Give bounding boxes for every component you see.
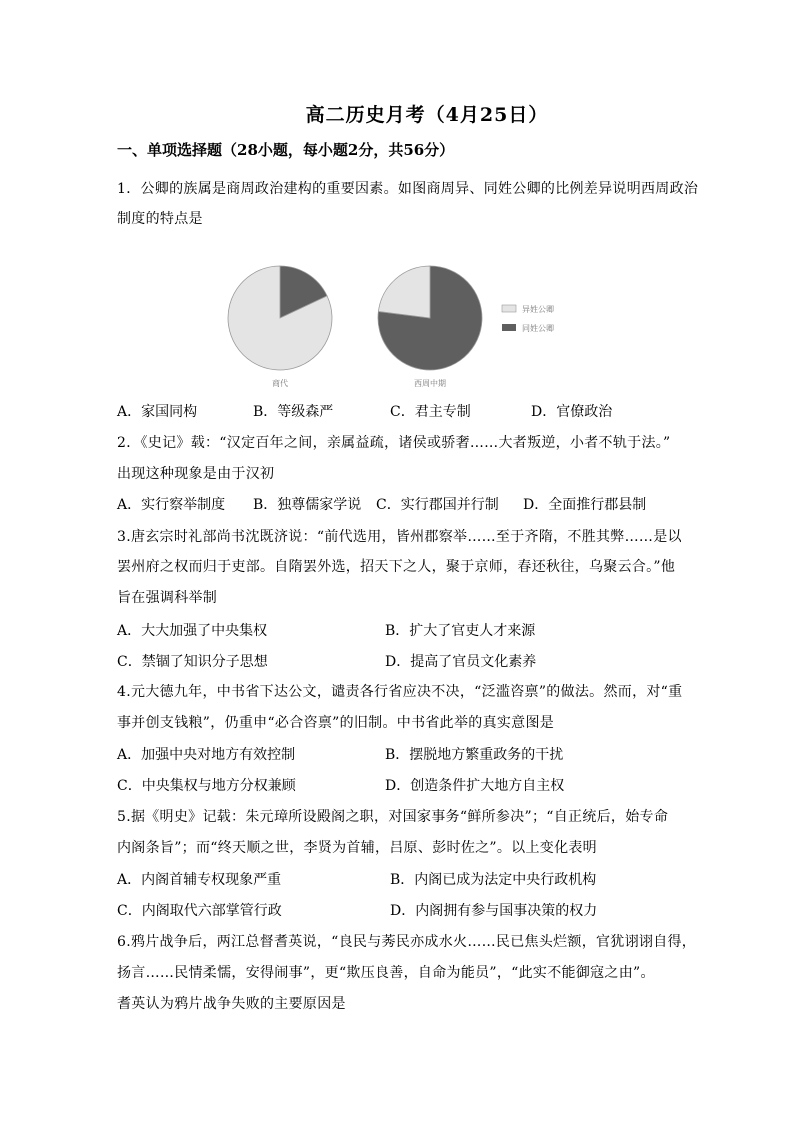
pie-chart-western-zhou bbox=[378, 266, 482, 370]
question-1-option-c[interactable]: C．君主专制 bbox=[390, 404, 471, 420]
question-1-line-2: 制度的特点是 bbox=[117, 211, 203, 227]
question-3-line-3: 旨在强调科举制 bbox=[117, 590, 218, 606]
question-4-line-2: 事并创支钱粮”，仍重申“必合咨禀”的旧制。中书省此举的真实意图是 bbox=[117, 715, 555, 731]
question-6-line-1: 6.鸦片战争后，两江总督耆英说，“良民与莠民亦成水火……民已焦头烂额，官犹诩诩自得， bbox=[117, 934, 697, 950]
question-1-line-1: 1．公卿的族属是商周政治建构的重要因素。如图商周异、同姓公卿的比例差异说明西周政治 bbox=[117, 181, 699, 197]
question-4-option-b[interactable]: B．摆脱地方繁重政务的干扰 bbox=[385, 747, 564, 763]
page-title: 高二历史月考（4月25日） bbox=[305, 104, 549, 126]
pie-chart-shang bbox=[228, 266, 332, 370]
question-2-option-d[interactable]: D．全面推行郡县制 bbox=[523, 497, 647, 513]
question-4-option-c[interactable]: C．中央集权与地方分权兼顾 bbox=[117, 778, 296, 794]
question-2-line-1: 2．《史记》载：“汉定百年之间，亲属益疏，诸侯或骄奢……大者叛逆，小者不轨于法。” bbox=[117, 435, 671, 451]
section-heading: 一、单项选择题（28小题，每小题2分，共56分） bbox=[117, 141, 455, 159]
question-2-option-b[interactable]: B．独尊儒家学说 bbox=[253, 497, 362, 513]
question-4-option-d[interactable]: D．创造条件扩大地方自主权 bbox=[385, 778, 565, 794]
question-3-line-1: 3.唐玄宗时礼部尚书沈既济说：“前代选用，皆州郡察举……至于齐隋，不胜其弊……是以 bbox=[117, 529, 682, 545]
question-1-option-a[interactable]: A．家国同构 bbox=[117, 404, 198, 420]
question-3-option-a[interactable]: A．大大加强了中央集权 bbox=[117, 623, 268, 639]
legend-label-yixing: 异姓公卿 bbox=[522, 305, 554, 314]
question-4-option-a[interactable]: A．加强中央对地方有效控制 bbox=[117, 747, 296, 763]
question-3-option-d[interactable]: D．提高了官员文化素养 bbox=[385, 654, 537, 670]
pie-western-zhou-label: 西周中期 bbox=[414, 379, 446, 388]
question-5-option-a[interactable]: A．内阁首辅专权现象严重 bbox=[117, 872, 282, 888]
question-5-line-1: 5.据《明史》记载：朱元璋所设殿阁之职，对国家事务“鲜所参决”；“自正统后，始专命 bbox=[117, 809, 669, 825]
legend-label-tongxing: 同姓公卿 bbox=[522, 324, 554, 333]
question-6-line-3: 耆英认为鸦片战争失败的主要原因是 bbox=[117, 996, 346, 1012]
legend-swatch-tongxing bbox=[502, 324, 516, 331]
question-1-option-d[interactable]: D．官僚政治 bbox=[531, 404, 613, 420]
question-4-line-1: 4.元大德九年，中书省下达公文，谴责各行省应决不决，“泛滥咨禀”的做法。然而，对“重 bbox=[117, 684, 683, 700]
question-2-line-2: 出现这种现象是由于汉初 bbox=[117, 466, 275, 482]
pie-chart-figure bbox=[220, 262, 580, 394]
question-2-option-a[interactable]: A．实行察举制度 bbox=[117, 497, 226, 513]
question-5-option-b[interactable]: B．内阁已成为法定中央行政机构 bbox=[390, 872, 597, 888]
pie-western-zhou-slice-yixing bbox=[378, 266, 430, 318]
pie-shang-label: 商代 bbox=[272, 379, 288, 388]
question-2-option-c[interactable]: C．实行郡国并行制 bbox=[376, 497, 499, 513]
question-1-option-b[interactable]: B．等级森严 bbox=[253, 404, 334, 420]
question-3-line-2: 罢州府之权而归于吏部。自隋罢外选，招天下之人，聚于京师，春还秋往，乌聚云合。”他 bbox=[117, 559, 676, 575]
question-5-option-d[interactable]: D．内阁拥有参与国事决策的权力 bbox=[390, 903, 598, 919]
question-3-option-b[interactable]: B．扩大了官吏人才来源 bbox=[385, 623, 536, 639]
question-5-line-2: 内阁条旨”；而“终天顺之世，李贤为首辅，吕原、彭时佐之”。以上变化表明 bbox=[117, 840, 597, 856]
question-5-option-c[interactable]: C．内阁取代六部掌管行政 bbox=[117, 903, 282, 919]
question-6-line-2: 扬言……民情柔懦，安得闹事”，更“欺压良善，自命为能员”，“此实不能御寇之由”。 bbox=[117, 965, 655, 981]
question-3-option-c[interactable]: C．禁锢了知识分子思想 bbox=[117, 654, 268, 670]
legend-swatch-yixing bbox=[502, 305, 516, 312]
